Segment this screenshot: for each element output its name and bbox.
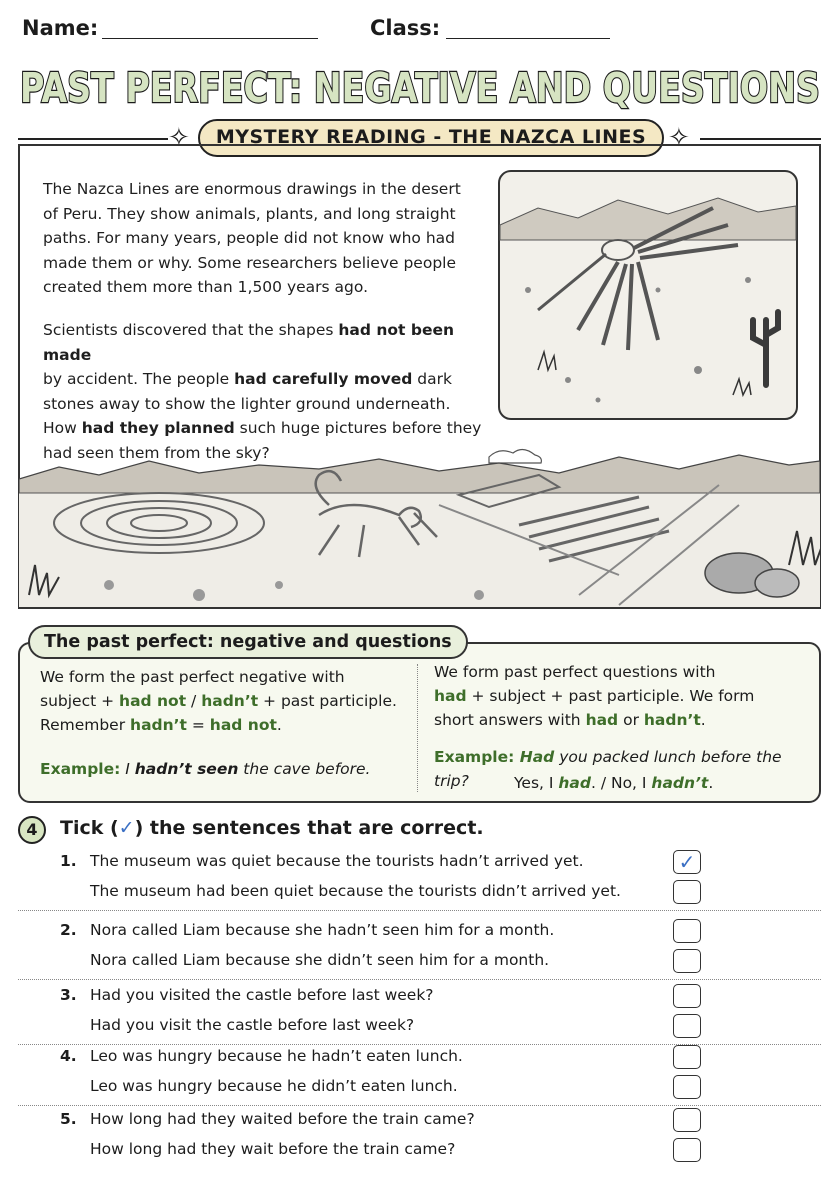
item-number: 2. [60, 921, 77, 939]
sentence-b: How long had they wait before the train came? [90, 1140, 456, 1158]
grammar-negative-example: Example: I hadn’t seen the cave before. [40, 760, 371, 778]
tick-box[interactable] [673, 949, 701, 973]
exercise-instruction: Tick (✓) the sentences that are correct. [60, 817, 484, 839]
worksheet-title [0, 56, 840, 118]
item-number: 1. [60, 852, 77, 870]
desert-landscape-illustration [19, 445, 820, 607]
sentence-b: Had you visit the castle before last week? [90, 1016, 415, 1034]
sentence-b: The museum had been quiet because the tourists didn’t arrived yet. [90, 882, 621, 900]
tick-box[interactable] [673, 850, 701, 874]
grammar-question-rule: We form past perfect questions with had + subject + past participle. We form short answers with had or hadn’t. [434, 663, 755, 729]
tick-box[interactable] [673, 1045, 701, 1069]
reading-line: of Peru. They show animals, plants, and long straight [43, 204, 456, 223]
tick-box[interactable] [673, 1014, 701, 1038]
reading-line: by accident. The people had carefully moved dark [43, 370, 452, 389]
highlight-past-perfect: had carefully moved [234, 370, 413, 389]
sentence-b: Nora called Liam because she didn’t seen him for a month. [90, 951, 550, 969]
reading-line: paths. For many years, people did not know who had [43, 229, 455, 248]
reading-line: had seen them from the sky? [43, 443, 270, 462]
highlight-past-perfect: had not been made [43, 321, 455, 364]
sentence-a: Had you visited the castle before last week? [90, 986, 434, 1004]
class-field[interactable] [446, 38, 610, 39]
banner-rule-left [18, 138, 168, 140]
sentence-a: Nora called Liam because she hadn’t seen him for a month. [90, 921, 555, 939]
grammar-heading: The past perfect: negative and questions [28, 625, 468, 659]
exercise-number: 4 [18, 816, 46, 844]
title-text: PAST PERFECT: NEGATIVE AND QUESTIONS [20, 64, 820, 112]
grammar-divider [417, 664, 418, 792]
tick-box[interactable] [673, 1138, 701, 1162]
item-number: 4. [60, 1047, 77, 1065]
reading-banner: MYSTERY READING - THE NAZCA LINES [198, 119, 664, 157]
item-number: 5. [60, 1110, 77, 1128]
tick-box[interactable] [673, 919, 701, 943]
highlight-past-perfect: had they planned [81, 419, 235, 438]
sparkle-icon: ✧ [668, 123, 690, 153]
name-label: Name: [22, 16, 99, 40]
sentence-a: Leo was hungry because he hadn’t eaten lunch. [90, 1047, 463, 1065]
reading-line: made them or why. Some researchers believe people [43, 253, 457, 272]
tick-box[interactable] [673, 880, 701, 904]
title-svg [0, 56, 840, 118]
reading-line: How had they planned such huge pictures before they [43, 419, 482, 438]
grammar-negative-rule: We form the past perfect negative with subject + had not / hadn’t + past participle. Remember hadn’t = had not. [40, 668, 397, 734]
reading-line: The Nazca Lines are enormous drawings in the desert [43, 180, 461, 198]
tick-box[interactable] [673, 1075, 701, 1099]
sentence-a: The museum was quiet because the tourists hadn’t arrived yet. [90, 852, 584, 870]
check-icon: ✓ [118, 817, 135, 839]
reading-paragraph-2 [43, 318, 488, 466]
reading-line: Scientists discovered that the shapes had not been made [43, 321, 455, 364]
sentence-b: Leo was hungry because he didn’t eaten lunch. [90, 1077, 458, 1095]
grammar-question-example: Example: Had you packed lunch before the trip? [434, 748, 782, 790]
row-divider [18, 979, 821, 980]
row-divider [18, 910, 821, 911]
row-divider [18, 1105, 821, 1106]
reading-line: stones away to show the lighter ground underneath. [43, 394, 451, 413]
hummingbird-illustration [498, 170, 798, 420]
row-divider [18, 1044, 821, 1045]
tick-box[interactable] [673, 1108, 701, 1132]
reading-paragraph-1 [43, 177, 483, 300]
grammar-short-answers: Yes, I had. / No, I hadn’t. [514, 774, 714, 792]
class-label: Class: [370, 16, 441, 40]
banner-rule-right [700, 138, 821, 140]
reading-line: created them more than 1,500 years ago. [43, 278, 369, 297]
sentence-a: How long had they waited before the train came? [90, 1110, 475, 1128]
tick-box[interactable] [673, 984, 701, 1008]
sparkle-icon: ✧ [168, 123, 190, 153]
item-number: 3. [60, 986, 77, 1004]
check-icon: ✓ [678, 850, 696, 874]
name-field[interactable] [102, 38, 318, 39]
